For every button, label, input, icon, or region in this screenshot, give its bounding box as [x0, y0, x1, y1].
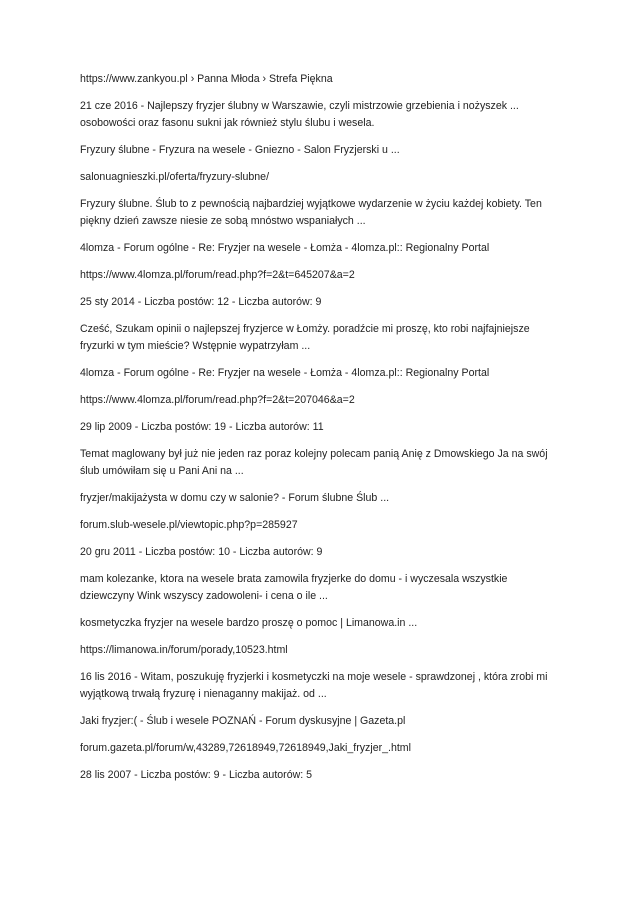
text-paragraph [80, 294, 570, 311]
text-line: 4lomza - Forum ogólne - Re: Fryzjer na wesele - Łomża - 4lomza.pl:: Regionalny Portal [80, 242, 490, 254]
text-paragraph [80, 669, 570, 703]
text-line: Fryzury ślubne. Ślub to z pewnością najbardziej wyjątkowe wydarzenie w życiu każdej kobiety. Ten [80, 198, 542, 210]
text-line: https://www.4lomza.pl/forum/read.php?f=2&t=207046&a=2 [80, 394, 355, 406]
text-paragraph [80, 98, 570, 132]
text-paragraph [80, 196, 570, 230]
text-line: Jaki fryzjer:( - Ślub i wesele POZNAŃ - Forum dyskusyjne | Gazeta.pl [80, 715, 406, 727]
text-paragraph [80, 321, 570, 355]
text-paragraph [80, 713, 570, 730]
text-line: forum.gazeta.pl/forum/w,43289,72618949,72618949,Jaki_fryzjer_.html [80, 742, 411, 754]
text-paragraph [80, 615, 570, 632]
text-paragraph [80, 740, 570, 757]
text-paragraph [80, 240, 570, 257]
text-line: piękny dzień zawsze niesie ze sobą mnóstwo wspaniałych ... [80, 215, 366, 227]
text-paragraph [80, 446, 570, 480]
text-paragraph [80, 642, 570, 659]
text-paragraph [80, 517, 570, 534]
text-line: fryzjer/makijażysta w domu czy w salonie? - Forum ślubne Ślub ... [80, 492, 390, 504]
text-line: 21 cze 2016 - Najlepszy fryzjer ślubny w Warszawie, czyli mistrzowie grzebienia i nożyszek ... [80, 100, 519, 112]
document-body [80, 71, 570, 794]
text-line: https://www.zankyou.pl › Panna Młoda › Strefa Piękna [80, 73, 333, 85]
text-line: 25 sty 2014 - Liczba postów: 12 - Liczba autorów: 9 [80, 296, 322, 308]
text-line: 29 lip 2009 - Liczba postów: 19 - Liczba autorów: 11 [80, 421, 324, 433]
text-line: dziewczyny Wink wszyscy zadowoleni- i cena o ile ... [80, 590, 328, 602]
text-line: 16 lis 2016 - Witam, poszukuję fryzjerki i kosmetyczki na moje wesele - sprawdzonej , która zrobi mi [80, 671, 548, 683]
text-line: Temat maglowany był już nie jeden raz poraz kolejny polecam panią Anię z Dmowskiego Ja na swój [80, 448, 548, 460]
text-paragraph [80, 365, 570, 382]
text-paragraph [80, 169, 570, 186]
text-line: 4lomza - Forum ogólne - Re: Fryzjer na wesele - Łomża - 4lomza.pl:: Regionalny Portal [80, 367, 490, 379]
text-paragraph [80, 490, 570, 507]
text-line: osobowości oraz fasonu sukni jak również stylu ślubu i wesela. [80, 117, 375, 129]
text-line: Fryzury ślubne - Fryzura na wesele - Gniezno - Salon Fryzjerski u ... [80, 144, 400, 156]
text-line: https://www.4lomza.pl/forum/read.php?f=2&t=645207&a=2 [80, 269, 355, 281]
text-line: ślub umówiłam się u Pani Ani na ... [80, 465, 244, 477]
text-paragraph [80, 544, 570, 561]
text-line: forum.slub-wesele.pl/viewtopic.php?p=285927 [80, 519, 298, 531]
text-line: mam kolezanke, ktora na wesele brata zamowila fryzjerke do domu - i wyczesala wszystkie [80, 573, 508, 585]
text-line: Cześć, Szukam opinii o najlepszej fryzjerce w Łomży. poradźcie mi proszę, kto robi najfajniejsze [80, 323, 530, 335]
text-paragraph [80, 571, 570, 605]
text-paragraph [80, 71, 570, 88]
text-paragraph [80, 767, 570, 784]
text-line: kosmetyczka fryzjer na wesele bardzo proszę o pomoc | Limanowa.in ... [80, 617, 418, 629]
text-paragraph [80, 142, 570, 159]
text-paragraph [80, 267, 570, 284]
text-line: 28 lis 2007 - Liczba postów: 9 - Liczba autorów: 5 [80, 769, 313, 781]
text-line: fryzurki w tym mieście? Wstępnie wypatrzyłam ... [80, 340, 311, 352]
text-line: salonuagnieszki.pl/oferta/fryzury-slubne/ [80, 171, 270, 183]
text-paragraph [80, 392, 570, 409]
text-line: wyjątkową trwałą fryzurę i nienaganny makijaż. od ... [80, 688, 327, 700]
text-line: https://limanowa.in/forum/porady,10523.html [80, 644, 288, 656]
text-paragraph [80, 419, 570, 436]
text-line: 20 gru 2011 - Liczba postów: 10 - Liczba autorów: 9 [80, 546, 323, 558]
